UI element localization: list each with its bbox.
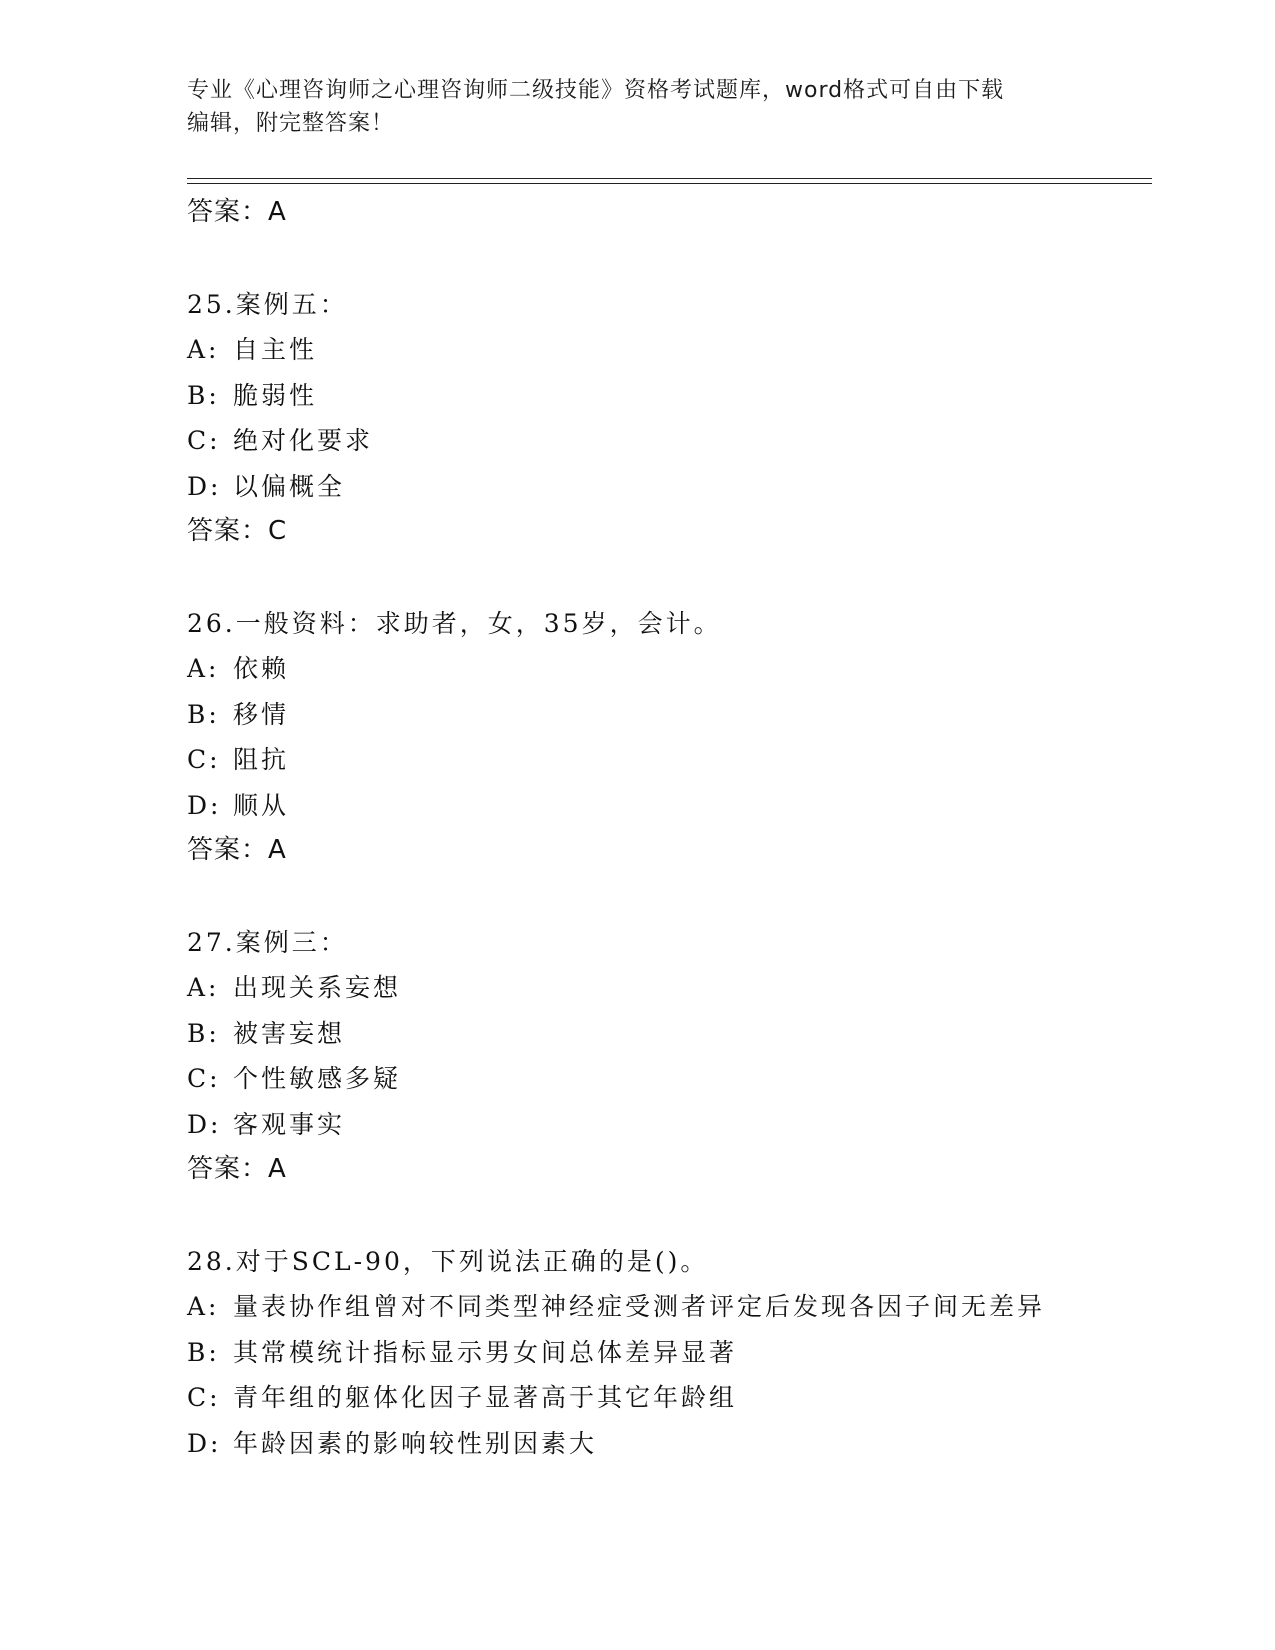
option-key: A: xyxy=(187,335,220,364)
option-key: C: xyxy=(187,745,221,774)
question-list xyxy=(187,190,1147,1466)
header-line-2: 编辑，附完整答案！ xyxy=(187,111,395,136)
option-a xyxy=(187,1284,1147,1330)
option-text: 顺从 xyxy=(233,790,290,820)
option-key: B: xyxy=(187,1018,220,1048)
option-key: B: xyxy=(187,380,220,410)
question-block-25 xyxy=(187,282,1147,555)
option-text: 客观事实 xyxy=(233,1109,346,1139)
option-d xyxy=(187,464,1147,510)
spacer xyxy=(187,1193,1147,1239)
option-text: 依赖 xyxy=(233,654,290,683)
option-text: 年龄因素的影响较性别因素大 xyxy=(233,1428,598,1458)
question-answer: 答案：A xyxy=(187,1154,287,1184)
option-text: 移情 xyxy=(233,699,290,729)
question-block-27 xyxy=(187,920,1147,1193)
option-b xyxy=(187,692,1147,738)
header-line-1: 专业《心理咨询师之心理咨询师二级技能》资格考试题库，word格式可自由下载 xyxy=(187,78,1005,103)
option-key: D: xyxy=(187,1428,222,1458)
question-answer: 答案：C xyxy=(187,516,288,546)
option-key: B: xyxy=(187,699,220,729)
option-text: 量表协作组曾对不同类型神经症受测者评定后发现各因子间无差异 xyxy=(233,1292,1046,1321)
option-key: A: xyxy=(187,973,220,1002)
option-key: C: xyxy=(187,1064,221,1093)
option-text: 青年组的躯体化因子显著高于其它年龄组 xyxy=(233,1383,738,1412)
option-key: D: xyxy=(187,471,222,501)
spacer xyxy=(187,236,1147,282)
option-c xyxy=(187,418,1147,464)
option-d xyxy=(187,1102,1147,1148)
option-key: B: xyxy=(187,1337,220,1367)
option-text: 被害妄想 xyxy=(233,1018,346,1048)
option-c xyxy=(187,737,1147,783)
option-text: 出现关系妄想 xyxy=(233,973,402,1002)
option-text: 以偏概全 xyxy=(233,471,346,501)
option-key: A: xyxy=(187,1292,220,1321)
option-a xyxy=(187,327,1147,373)
option-text: 绝对化要求 xyxy=(233,426,374,455)
option-d xyxy=(187,783,1147,829)
question-block-26 xyxy=(187,601,1147,874)
question-title: 26.一般资料：求助者，女，35岁，会计。 xyxy=(187,608,722,638)
header-divider-bottom xyxy=(187,183,1152,184)
question-block-28 xyxy=(187,1239,1147,1467)
question-title: 28.对于SCL-90，下列说法正确的是()。 xyxy=(187,1246,709,1276)
option-text: 阻抗 xyxy=(233,745,290,774)
option-key: C: xyxy=(187,426,221,455)
option-key: D: xyxy=(187,790,222,820)
spacer xyxy=(187,555,1147,601)
option-b xyxy=(187,373,1147,419)
header-divider-top xyxy=(187,178,1152,179)
option-d xyxy=(187,1421,1147,1467)
document-header xyxy=(187,74,1087,140)
option-b xyxy=(187,1011,1147,1057)
question-title: 25.案例五： xyxy=(187,289,348,319)
question-title: 27.案例三： xyxy=(187,927,348,957)
option-b xyxy=(187,1330,1147,1376)
previous-answer: 答案：A xyxy=(187,197,287,227)
option-text: 个性敏感多疑 xyxy=(233,1064,402,1093)
option-text: 其常模统计指标显示男女间总体差异显著 xyxy=(233,1337,738,1367)
question-answer: 答案：A xyxy=(187,835,287,865)
option-c xyxy=(187,1375,1147,1421)
spacer xyxy=(187,874,1147,920)
option-c xyxy=(187,1056,1147,1102)
option-text: 脆弱性 xyxy=(233,380,318,410)
option-a xyxy=(187,646,1147,692)
option-text: 自主性 xyxy=(233,335,318,364)
option-a xyxy=(187,965,1147,1011)
option-key: D: xyxy=(187,1109,222,1139)
option-key: A: xyxy=(187,654,220,683)
option-key: C: xyxy=(187,1383,221,1412)
